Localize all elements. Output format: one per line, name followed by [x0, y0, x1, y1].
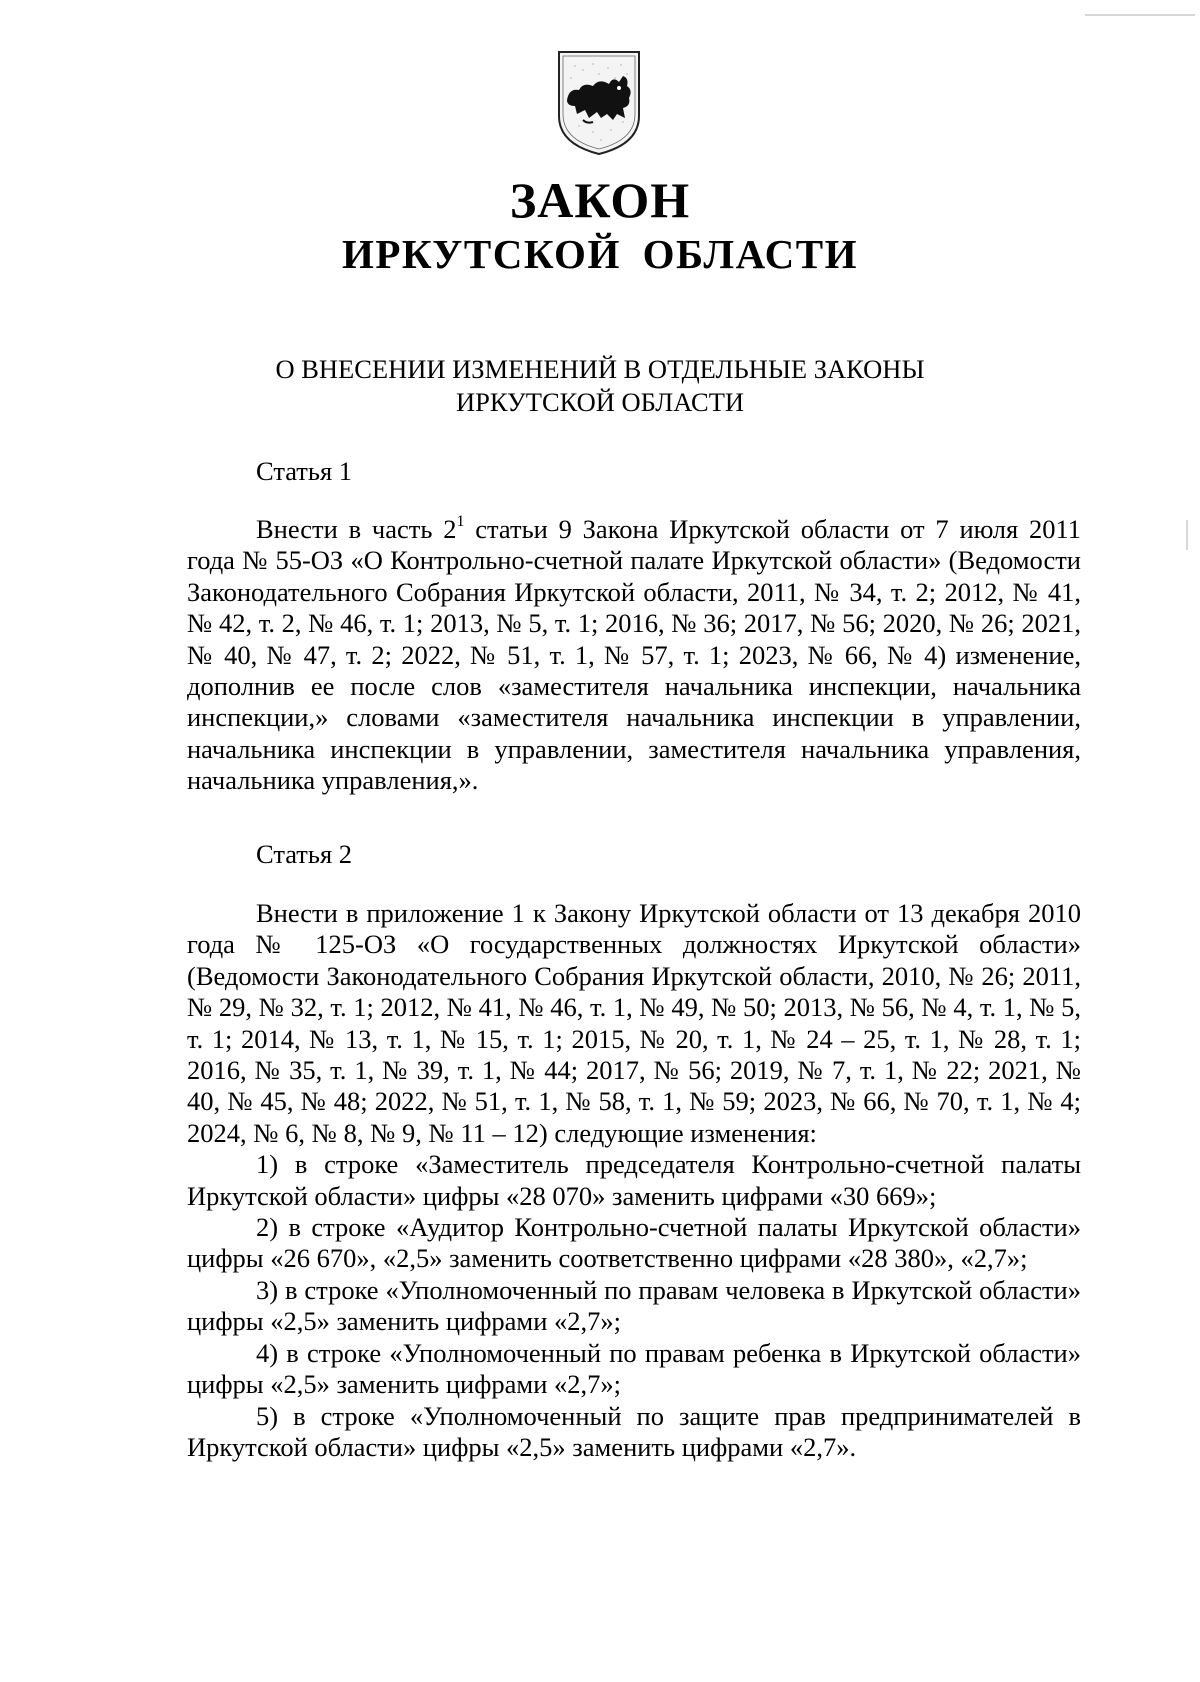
article-2-item-5: 5) в строке «Уполномоченный по защите прав предпринимателей в Иркутской области» цифры «2,5» заменить цифрами «2,7».	[187, 1400, 1081, 1462]
law-region: ИРКУТСКОЙ ОБЛАСТИ	[341, 231, 859, 277]
article-2-item-3: 3) в строке «Уполномоченный по правам человека в Иркутской области» цифры «2,5» заменить цифрами «2,7»;	[187, 1274, 1081, 1337]
article-2-item-1: 1) в строке «Заместитель председателя Контрольно-счетной палаты Иркутской области» цифры «28 070» заменить цифрами «30 669»;	[187, 1149, 1081, 1211]
article-2-body	[187, 898, 1081, 1463]
law-title: ЗАКОН	[509, 172, 691, 228]
subtitle-line-2: ИРКУТСКОЙ ОБЛАСТИ	[455, 387, 745, 417]
article-2-intro: Внести в приложение 1 к Закону Иркутской области от 13 декабря 2010 года № 125-ОЗ «О государственных должностях Иркутской области» (Ведомости Законодательного Собрания Иркутской области, 2010, № 26; 2011, № 29, № 32, т. 1; 2012, № 41, № 46, т. 1, № 49, № 50; 2013, № 56, № 4, т. 1, № 5, т. 1; 2014, № 13, т. 1, № 15, т. 1; 2015, № 20, т. 1, № 24 – 25, т. 1, № 28, т. 1; 2016, № 35, т. 1, № 39, т. 1, № 44; 2017, № 56; 2019, № 7, т. 1, № 22; 2021, № 40, № 45, № 48; 2022, № 51, т. 1, № 58, т. 1, № 59; 2023, № 66, № 70, т. 1, № 4; 2024, № 6, № 8, № 9, № 11 – 12) следующие изменения:	[187, 898, 1081, 1148]
article-1-text	[187, 514, 1081, 797]
article-1-text-rest: статьи 9 Закона Иркутской области от 7 июля 2011 года № 55-ОЗ «О Контрольно-счетной палате Иркутской области» (Ведомости Законодательного Собрания Иркутской области, 2011, № 34, т. 2; 2012, № 41, № 42, т. 2, № 46, т. 1; 2013, № 5, т. 1; 2016, № 36; 2017, № 56; 2020, № 26; 2021, № 40, № 47, т. 2; 2022, № 51, т. 1, № 57, т. 1; 2023, № 66, № 4) изменение, дополнив ее после слов «заместителя начальника инспекции, начальника инспекции,» словами «заместителя начальника инспекции в управлении, начальника инспекции в управлении, заместителя начальника управления, начальника управления,».	[187, 514, 1081, 796]
article-2-heading: Статья 2	[256, 839, 353, 869]
scan-artifact	[1085, 14, 1195, 16]
coat-of-arms-emblem	[553, 48, 645, 158]
article-2-item-2: 2) в строке «Аудитор Контрольно-счетной палаты Иркутской области» цифры «26 670», «2,5» заменить соответственно цифрами «28 380», «2,7»;	[187, 1212, 1081, 1274]
article-1-heading: Статья 1	[256, 456, 353, 486]
scan-artifact	[1186, 520, 1188, 550]
article-2-item-4: 4) в строке «Уполномоченный по правам ребенка в Иркутской области» цифры «2,5» заменить цифрами «2,7»;	[187, 1337, 1081, 1400]
article-1-text-start: Внести в часть 2	[256, 514, 457, 544]
law-subtitle	[0, 353, 1200, 419]
article-1-superscript: 1	[456, 513, 465, 531]
subtitle-line-1: О ВНЕСЕНИИ ИЗМЕНЕНИЙ В ОТДЕЛЬНЫЕ ЗАКОНЫ	[275, 354, 925, 384]
